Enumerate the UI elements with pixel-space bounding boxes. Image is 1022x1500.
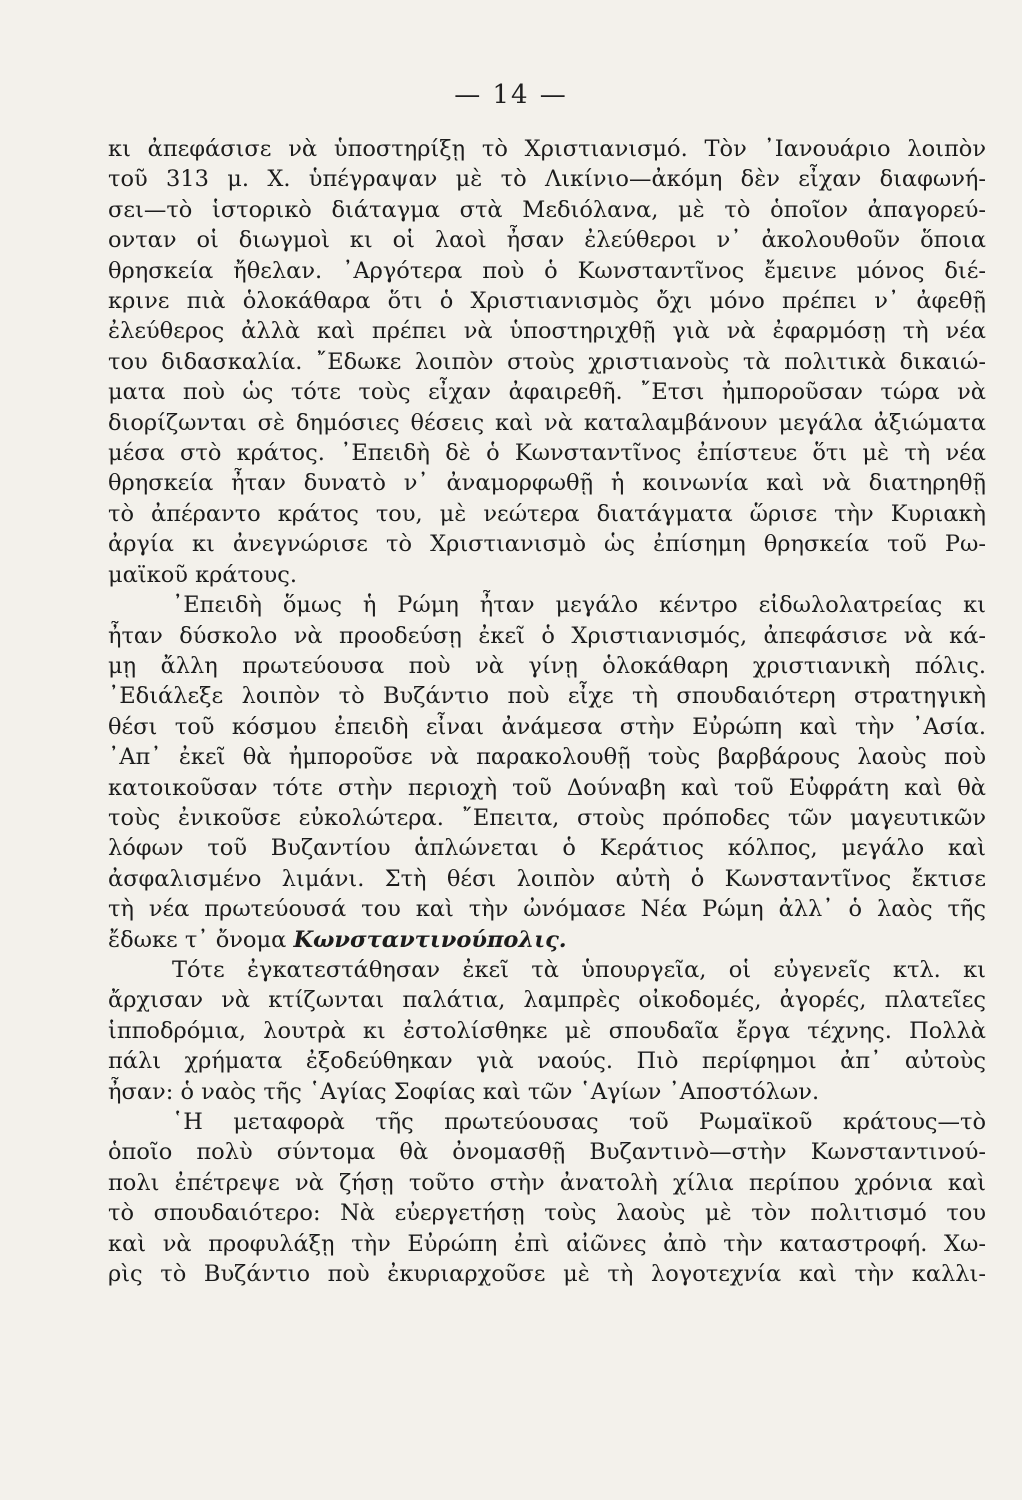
line-text: πολι ἐπέτρεψε νὰ ζήσῃ τοῦτο στὴν ἀνατολὴ χίλια περίπου χρόνια καὶ	[108, 1169, 986, 1196]
line-text: τὸ ἀπέραντο κράτος του, μὲ νεώτερα διατάγματα ὥρισε τὴν Κυριακὴ	[108, 500, 986, 527]
line-text: κι ἀπεφάσισε νὰ ὑποστηρίξῃ τὸ Χριστιανισμό. Τὸν ᾿Ιανουάριο λοιπὸν	[108, 136, 986, 162]
line-text: τὴ νέα πρωτεύουσά του καὶ τὴν ὠνόμασε Νέα Ρώμη ἀλλ᾿ ὁ λαὸς τῆς	[108, 896, 986, 923]
text-line	[108, 985, 986, 1015]
text-line	[108, 438, 986, 468]
text-line	[108, 316, 986, 346]
text-line	[108, 1137, 986, 1167]
line-text: ἦταν δύσκολο νὰ προοδεύσῃ ἐκεῖ ὁ Χριστιανισμός, ἀπεφάσισε νὰ κά-	[108, 622, 986, 649]
line-text: τοὺς ἐνικοῦσε εὐκολώτερα. ῎Επειτα, στοὺς πρόποδες τῶν μαγευτικῶν	[108, 804, 986, 831]
text-line	[108, 803, 986, 833]
line-text: ἦσαν: ὁ ναὸς τῆς ῾Αγίας Σοφίας καὶ τῶν ῾Αγίων ᾿Αποστόλων.	[108, 1078, 820, 1105]
text-line	[108, 925, 986, 955]
line-text: ἐλεύθερος ἀλλὰ καὶ πρέπει νὰ ὑποστηριχθῇ γιὰ νὰ ἐφαρμόσῃ τὴ νέα	[108, 318, 986, 345]
text-line	[108, 1259, 986, 1289]
text-line	[108, 742, 986, 772]
line-text: ᾿Επειδὴ ὅμως ἡ Ρώμη ἦταν μεγάλο κέντρο εἰδωλολατρείας κι	[172, 592, 986, 619]
text-line	[108, 256, 986, 286]
text-line	[108, 1077, 986, 1107]
text-line	[108, 864, 986, 894]
text-line	[108, 894, 986, 924]
text-line	[108, 134, 986, 164]
text-line	[108, 529, 986, 559]
line-text: ῾Η μεταφορὰ τῆς πρωτεύουσας τοῦ Ρωμαϊκοῦ κράτους—τὸ	[172, 1109, 986, 1135]
text-line	[108, 1016, 986, 1046]
line-text: ἀργία κι ἀνεγνώρισε τὸ Χριστιανισμὸ ὡς ἐπίσημη θρησκεία τοῦ Ρω-	[108, 531, 986, 558]
line-text: τοῦ 313 μ. Χ. ὑπέγραψαν μὲ τὸ Λικίνιο—ἀκόμη δὲν εἶχαν διαφωνή-	[108, 166, 986, 193]
text-line	[108, 833, 986, 863]
text-line	[108, 651, 986, 681]
text-line	[108, 681, 986, 711]
text-line	[108, 590, 986, 620]
text-line	[108, 1229, 986, 1259]
page-number: — 14 —	[454, 80, 568, 110]
line-text: θέσι τοῦ κόσμου ἐπειδὴ εἶναι ἀνάμεσα στὴν Εὐρώπη καὶ τὴν ᾿Ασία.	[108, 713, 986, 740]
text-line	[108, 955, 986, 985]
text-line	[108, 468, 986, 498]
line-text: διορίζωνται σὲ δημόσιες θέσεις καὶ νὰ καταλαμβάνουν μεγάλα ἀξιώματα	[108, 409, 986, 436]
line-text: ματα ποὺ ὡς τότε τοὺς εἶχαν ἀφαιρεθῆ. ῎Ετσι ἠμποροῦσαν τώρα νὰ	[108, 379, 986, 406]
line-text: μῃ ἄλλη πρωτεύουσα ποὺ νὰ γίνῃ ὁλοκάθαρη χριστιανικὴ πόλις.	[108, 652, 986, 679]
text-line	[108, 408, 986, 438]
line-text: ᾿Εδιάλεξε λοιπὸν τὸ Βυζάντιο ποὺ εἶχε τὴ σπουδαιότερη στρατηγικὴ	[108, 683, 986, 710]
line-text: ὁποῖο πολὺ σύντομα θὰ ὀνομασθῇ Βυζαντινὸ—στὴν Κωνσταντινού-	[108, 1139, 986, 1166]
text-line	[108, 286, 986, 316]
line-text: σει—τὸ ἱστορικὸ διάταγμα στὰ Μεδιόλανα, μὲ τὸ ὁποῖον ἀπαγορεύ-	[108, 196, 986, 223]
emphasized-word: Κωνσταντινούπολις.	[293, 926, 567, 953]
text-line	[108, 773, 986, 803]
line-text: του διδασκαλία. ῎Εδωκε λοιπὸν στοὺς χριστιανοὺς τὰ πολιτικὰ δικαιώ-	[108, 348, 986, 375]
line-text: καὶ νὰ προφυλάξῃ τὴν Εὐρώπη ἐπὶ αἰῶνες ἀπὸ τὴν καταστροφή. Χω-	[108, 1230, 986, 1257]
line-text: μέσα στὸ κράτος. ᾿Επειδὴ δὲ ὁ Κωνσταντῖνος ἐπίστευε ὅτι μὲ τὴ νέα	[108, 440, 986, 467]
line-text: κατοικοῦσαν τότε στὴν περιοχὴ τοῦ Δούναβη καὶ τοῦ Εὐφράτη καὶ θὰ	[108, 774, 986, 801]
line-text: πάλι χρήματα ἐξοδεύθηκαν γιὰ ναούς. Πιὸ περίφημοι ἀπ᾿ αὐτοὺς	[108, 1048, 986, 1075]
line-text: ἱπποδρόμια, λουτρὰ κι ἐστολίσθηκε μὲ σπουδαῖα ἔργα τέχνης. Πολλὰ	[108, 1017, 986, 1044]
text-line	[108, 499, 986, 529]
text-line	[108, 164, 986, 194]
line-text: Τότε ἐγκατεστάθησαν ἐκεῖ τὰ ὑπουργεῖα, οἱ εὐγενεῖς κτλ. κι	[172, 956, 986, 983]
line-text: ἄρχισαν νὰ κτίζωνται παλάτια, λαμπρὲς οἰκοδομές, ἀγορές, πλατεῖες	[108, 987, 986, 1014]
line-text: ἀσφαλισμένο λιμάνι. Στὴ θέσι λοιπὸν αὐτὴ ὁ Κωνσταντῖνος ἔκτισε	[108, 865, 986, 892]
text-line	[108, 1107, 986, 1137]
text-line	[108, 347, 986, 377]
line-text: ρὶς τὸ Βυζάντιο ποὺ ἐκυριαρχοῦσε μὲ τὴ λογοτεχνία καὶ τὴν καλλι-	[108, 1261, 986, 1288]
line-text: λόφων τοῦ Βυζαντίου ἁπλώνεται ὁ Κεράτιος κόλπος, μεγάλο καὶ	[108, 835, 986, 862]
line-text: θρησκεία ἤθελαν. ᾿Αργότερα ποὺ ὁ Κωνσταντῖνος ἔμεινε μόνος διέ-	[108, 257, 986, 284]
text-line	[108, 712, 986, 742]
text-line	[108, 560, 986, 590]
line-text: θρησκεία ἦταν δυνατὸ ν᾿ ἀναμορφωθῇ ἡ κοινωνία καὶ νὰ διατηρηθῇ	[108, 470, 986, 497]
line-text: ονταν οἱ διωγμοὶ κι οἱ λαοὶ ἦσαν ἐλεύθεροι ν᾿ ἀκολουθοῦν ὅποια	[108, 227, 986, 254]
line-text: ᾿Απ᾿ ἐκεῖ θὰ ἠμποροῦσε νὰ παρακολουθῇ τοὺς βαρβάρους λαοὺς ποὺ	[108, 744, 986, 771]
text-line	[108, 1046, 986, 1076]
text-line	[108, 225, 986, 255]
text-line	[108, 1198, 986, 1228]
body-text	[108, 134, 986, 1289]
text-line	[108, 621, 986, 651]
line-text: κρινε πιὰ ὁλοκάθαρα ὅτι ὁ Χριστιανισμὸς ὄχι μόνο πρέπει ν᾿ ἀφεθῇ	[108, 288, 986, 315]
line-text: μαϊκοῦ κράτους.	[108, 561, 297, 588]
text-line	[108, 377, 986, 407]
text-line	[108, 1168, 986, 1198]
text-line	[108, 195, 986, 225]
line-text: τὸ σπουδαιότερο: Νὰ εὐεργετήσῃ τοὺς λαοὺς μὲ τὸν πολιτισμό του	[108, 1200, 986, 1227]
line-text: ἔδωκε τ᾿ ὄνομα	[108, 926, 294, 953]
